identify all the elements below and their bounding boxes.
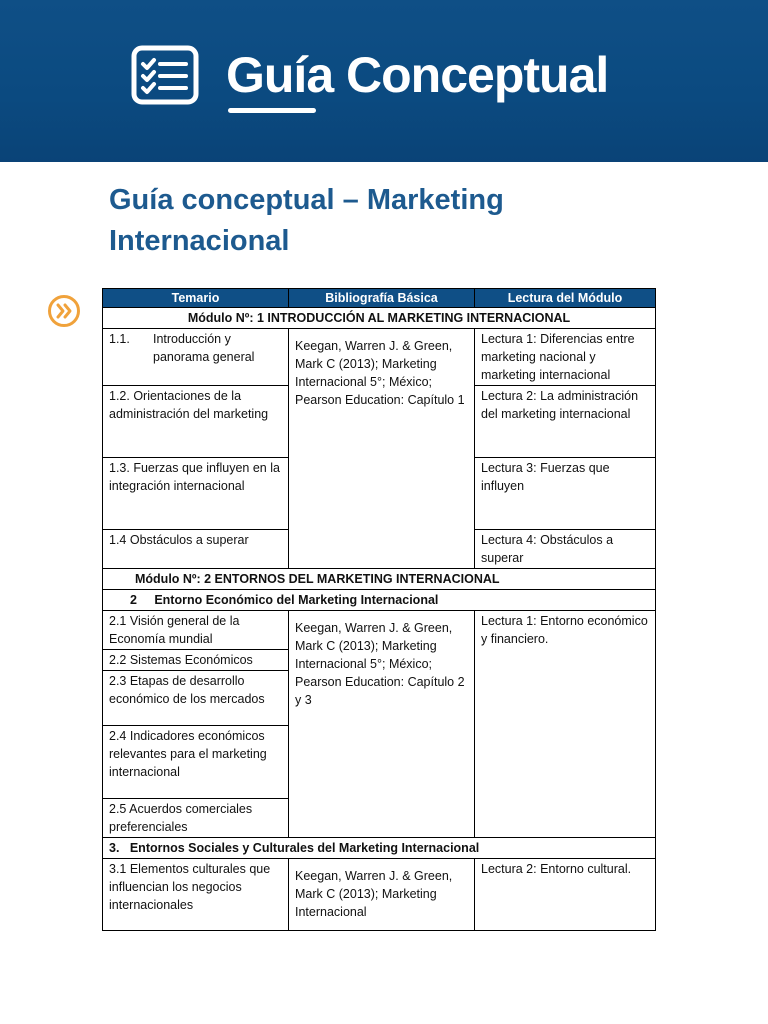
topic-1-4: 1.4 Obstáculos a superar: [103, 530, 289, 569]
header-banner: [0, 0, 768, 162]
reading-1: Lectura 1: Diferencias entre marketing nacional y marketing internacional: [475, 329, 656, 386]
topic-1-2: 1.2. Orientaciones de la administración del marketing: [103, 386, 289, 458]
reading-2: Lectura 2: La administración del marketing internacional: [475, 386, 656, 458]
module-2-title-row: [103, 569, 656, 590]
topic-2-1: 2.1 Visión general de la Economía mundial: [103, 611, 289, 650]
section-2-title-row: [103, 590, 656, 611]
header-temario: Temario: [103, 289, 289, 308]
section-2-title: 2 Entorno Económico del Marketing Internacional: [103, 590, 656, 611]
reading-4: Lectura 4: Obstáculos a superar: [475, 530, 656, 569]
topic-1-3: 1.3. Fuerzas que influyen en la integración internacional: [103, 458, 289, 530]
topic-3-1: 3.1 Elementos culturales que influencian los negocios internacionales: [103, 859, 289, 931]
section-3-reading: Lectura 2: Entorno cultural.: [475, 859, 656, 931]
topic-1-1: [103, 329, 289, 386]
table-row: [103, 859, 656, 931]
header-lectura: Lectura del Módulo: [475, 289, 656, 308]
checklist-icon: [131, 45, 199, 105]
table-row: [103, 611, 656, 650]
module-1-title-row: [103, 308, 656, 329]
module-2-title: Módulo Nº: 2 ENTORNOS DEL MARKETING INTERNACIONAL: [103, 569, 656, 590]
module-1-title: Módulo Nº: 1 INTRODUCCIÓN AL MARKETING INTERNACIONAL: [103, 308, 656, 329]
section-3-title-row: [103, 838, 656, 859]
banner-title: Guía Conceptual: [226, 47, 609, 103]
banner-underline: [228, 108, 316, 113]
reading-3: Lectura 3: Fuerzas que influyen: [475, 458, 656, 530]
module-1-bibliography: Keegan, Warren J. & Green, Mark C (2013); Marketing Internacional 5°; México; Pearson Education: Capítulo 1: [289, 329, 475, 569]
topic-text: Introducción y panorama general: [153, 332, 255, 364]
topic-2-4: 2.4 Indicadores económicos relevantes para el marketing internacional: [103, 726, 289, 799]
double-chevron-right-icon[interactable]: [47, 294, 81, 328]
module-2-reading: Lectura 1: Entorno económico y financiero.: [475, 611, 656, 838]
table-row: [103, 329, 656, 386]
topic-2-3: 2.3 Etapas de desarrollo económico de los mercados: [103, 671, 289, 726]
page-title: Guía conceptual – Marketing Internacional: [109, 184, 504, 257]
table-header-row: [103, 289, 656, 308]
topic-2-5: 2.5 Acuerdos comerciales preferenciales: [103, 799, 289, 838]
header-bibliografia: Bibliografía Básica: [289, 289, 475, 308]
section-3-bibliography: Keegan, Warren J. & Green, Mark C (2013); Marketing Internacional: [289, 859, 475, 931]
syllabus-table: [102, 288, 656, 931]
topic-2-2: 2.2 Sistemas Económicos: [103, 650, 289, 671]
module-2-bibliography: Keegan, Warren J. & Green, Mark C (2013); Marketing Internacional 5°; México; Pearson Education: Capítulo 2 y 3: [289, 611, 475, 838]
topic-number: 1.1.: [109, 332, 130, 346]
section-3-title: 3. Entornos Sociales y Culturales del Marketing Internacional: [103, 838, 656, 859]
